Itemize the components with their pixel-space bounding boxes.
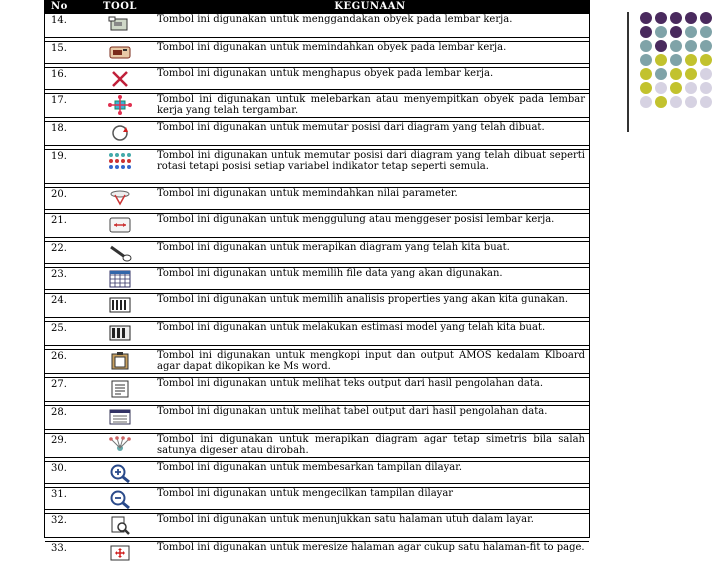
view-page-icon — [89, 515, 151, 535]
table-row — [45, 242, 589, 264]
table-row — [45, 68, 589, 90]
row-number: 33. — [45, 542, 89, 566]
tool-cell — [89, 122, 151, 146]
row-number: 14. — [45, 14, 89, 38]
tool-table-document — [44, 0, 590, 554]
tool-cell — [89, 268, 151, 290]
decor-dot — [640, 82, 652, 94]
table-output-icon — [89, 407, 151, 427]
tool-cell — [89, 42, 151, 64]
row-description: Tombol ini digunakan untuk melihat tabel output dari hasil pengolahan data. — [151, 406, 589, 430]
decor-dot — [640, 96, 652, 108]
row-description: Tombol ini digunakan untuk merapikan diagram yang telah kita buat. — [151, 242, 589, 264]
decor-dot — [700, 12, 712, 24]
decor-dot — [655, 96, 667, 108]
row-description: Tombol ini digunakan untuk merapikan diagram agar tetap simetris bila salah satunya digeser atau dirobah. — [151, 434, 589, 458]
decor-dot — [655, 68, 667, 80]
tool-cell — [89, 542, 151, 566]
decor-dot — [640, 26, 652, 38]
table-row — [45, 150, 589, 184]
row-description: Tombol ini digunakan untuk memilih analisis properties yang akan kita gunakan. — [151, 294, 589, 318]
table-header — [45, 1, 589, 14]
row-description: Tombol ini digunakan untuk memindahkan obyek pada lembar kerja. — [151, 42, 589, 64]
scroll-icon — [89, 215, 151, 235]
row-number: 29. — [45, 434, 89, 458]
decor-dot — [685, 54, 697, 66]
table-row — [45, 322, 589, 346]
row-number: 26. — [45, 350, 89, 374]
decor-dot — [670, 40, 682, 52]
table-row — [45, 350, 589, 374]
tool-cell — [89, 214, 151, 238]
decor-dot — [685, 68, 697, 80]
table-row — [45, 378, 589, 402]
row-number: 21. — [45, 214, 89, 238]
row-number: 24. — [45, 294, 89, 318]
header-no: No — [45, 1, 89, 14]
decor-dot — [700, 82, 712, 94]
table-row — [45, 514, 589, 538]
table-row — [45, 214, 589, 238]
decor-dot — [655, 26, 667, 38]
row-description: Tombol ini digunakan untuk menunjukkan satu halaman utuh dalam layar. — [151, 514, 589, 538]
row-description: Tombol ini digunakan untuk mengkopi input dan output AMOS kedalam Klboard agar dapat dikopikan ke Ms word. — [151, 350, 589, 374]
select-data-file-icon — [89, 269, 151, 289]
decor-dot — [640, 54, 652, 66]
decor-dot — [670, 12, 682, 24]
tool-cell — [89, 322, 151, 346]
move-truck-icon — [89, 43, 151, 63]
decor-dot — [685, 96, 697, 108]
row-description: Tombol ini digunakan untuk melakukan estimasi model yang telah kita buat. — [151, 322, 589, 346]
row-number: 19. — [45, 150, 89, 184]
tool-cell — [89, 488, 151, 510]
tool-cell — [89, 14, 151, 38]
decor-dot — [670, 82, 682, 94]
row-number: 22. — [45, 242, 89, 264]
row-number: 20. — [45, 188, 89, 210]
decor-dot — [685, 40, 697, 52]
row-number: 31. — [45, 488, 89, 510]
table-row — [45, 94, 589, 118]
tool-cell — [89, 350, 151, 374]
tool-cell — [89, 150, 151, 184]
decor-dot — [685, 26, 697, 38]
drag-properties-icon — [89, 189, 151, 209]
row-number: 28. — [45, 406, 89, 430]
reflect-indicators-icon — [89, 151, 151, 171]
analysis-properties-icon — [89, 295, 151, 315]
zoom-in-icon — [89, 463, 151, 483]
decor-dot — [655, 12, 667, 24]
decor-dot — [685, 82, 697, 94]
tool-cell — [89, 514, 151, 538]
zoom-out-icon — [89, 489, 151, 509]
row-description: Tombol ini digunakan untuk melebarkan atau menyempitkan obyek pada lembar kerja yang telah tergambar. — [151, 94, 589, 118]
table-row — [45, 188, 589, 210]
row-description: Tombol ini digunakan untuk memilih file data yang akan digunakan. — [151, 268, 589, 290]
text-output-icon — [89, 379, 151, 399]
calculate-estimates-icon — [89, 323, 151, 343]
tool-cell — [89, 378, 151, 402]
decor-dot — [670, 26, 682, 38]
row-number: 23. — [45, 268, 89, 290]
table-row — [45, 406, 589, 430]
row-number: 25. — [45, 322, 89, 346]
table-row — [45, 542, 589, 566]
tool-cell — [89, 68, 151, 90]
decor-dot — [700, 40, 712, 52]
resize-object-icon — [89, 95, 151, 115]
table-row — [45, 434, 589, 458]
tool-cell — [89, 434, 151, 458]
row-number: 17. — [45, 94, 89, 118]
row-description: Tombol ini digunakan untuk melihat teks output dari hasil pengolahan data. — [151, 378, 589, 402]
decor-dot — [670, 96, 682, 108]
row-description: Tombol ini digunakan untuk memindahkan nilai parameter. — [151, 188, 589, 210]
rotate-icon — [89, 123, 151, 143]
tool-cell — [89, 462, 151, 484]
row-description: Tombol ini digunakan untuk memutar posisi dari diagram yang telah dibuat seperti rotasi tetapi posisi setiap variabel indikator tetap seperti semula. — [151, 150, 589, 184]
row-description: Tombol ini digunakan untuk meresize halaman agar cukup satu halaman-fit to page. — [151, 542, 589, 566]
resize-to-page-icon — [89, 543, 151, 563]
decor-dot — [655, 54, 667, 66]
row-number: 30. — [45, 462, 89, 484]
decor-dot — [640, 40, 652, 52]
decor-vertical-line — [627, 12, 629, 132]
decor-dot — [640, 12, 652, 24]
row-number: 32. — [45, 514, 89, 538]
decor-dot — [700, 26, 712, 38]
header-tool: TOOL — [89, 1, 151, 14]
tool-cell — [89, 188, 151, 210]
row-number: 16. — [45, 68, 89, 90]
row-description: Tombol ini digunakan untuk menggandakan obyek pada lembar kerja. — [151, 14, 589, 38]
row-description: Tombol ini digunakan untuk mengecilkan tampilan dilayar — [151, 488, 589, 510]
decor-dot — [640, 68, 652, 80]
table-row — [45, 488, 589, 510]
copy-clipboard-icon — [89, 351, 151, 371]
tool-cell — [89, 294, 151, 318]
decor-dot — [670, 68, 682, 80]
table-row — [45, 14, 589, 38]
row-description: Tombol ini digunakan untuk menggulung atau menggeser posisi lembar kerja. — [151, 214, 589, 238]
row-number: 15. — [45, 42, 89, 64]
table-row — [45, 294, 589, 318]
decor-dot — [700, 96, 712, 108]
preserve-symmetry-icon — [89, 435, 151, 455]
header-kegunaan: KEGUNAAN — [151, 1, 589, 14]
table-row — [45, 122, 589, 146]
decor-dot — [655, 40, 667, 52]
touch-up-icon — [89, 243, 151, 263]
table-row — [45, 462, 589, 484]
row-description: Tombol ini digunakan untuk memutar posisi dari diagram yang telah dibuat. — [151, 122, 589, 146]
decor-dot — [685, 12, 697, 24]
row-description: Tombol ini digunakan untuk menghapus obyek pada lembar kerja. — [151, 68, 589, 90]
decor-dot — [670, 54, 682, 66]
decor-dot — [700, 68, 712, 80]
row-number: 27. — [45, 378, 89, 402]
row-number: 18. — [45, 122, 89, 146]
row-description: Tombol ini digunakan untuk membesarkan tampilan dilayar. — [151, 462, 589, 484]
tool-cell — [89, 94, 151, 118]
tool-cell — [89, 406, 151, 430]
table-row — [45, 42, 589, 64]
tool-table — [45, 1, 589, 566]
tool-cell — [89, 242, 151, 264]
decor-dot — [655, 82, 667, 94]
erase-scissors-icon — [89, 69, 151, 89]
decor-dot — [700, 54, 712, 66]
duplicate-icon — [89, 15, 151, 35]
table-row — [45, 268, 589, 290]
